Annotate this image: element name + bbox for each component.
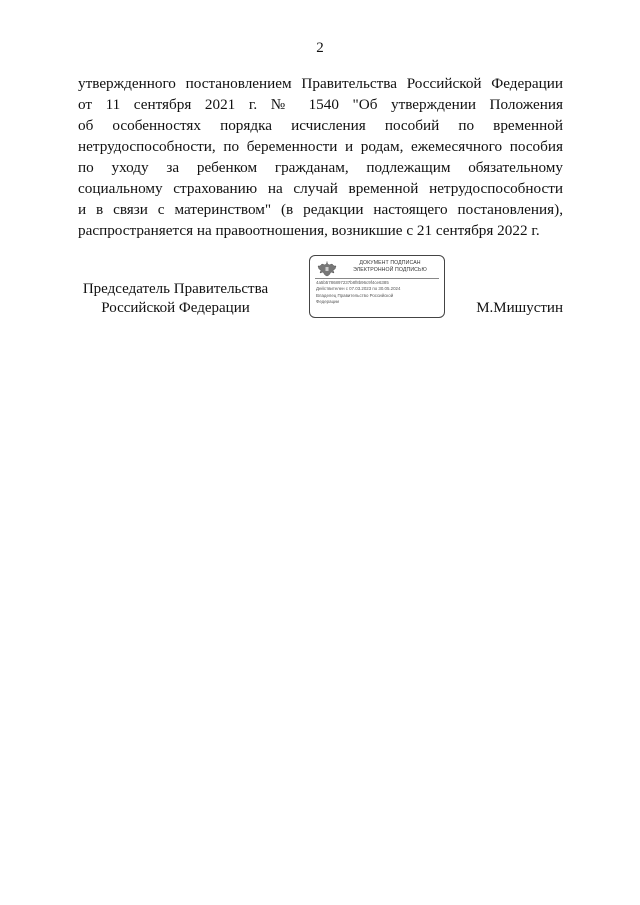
body-line: распространяется на правоотношения, возникшие с 21 сентября 2022 г.: [78, 222, 540, 239]
body-line: социальному страхованию на случай временной нетрудоспособности: [78, 180, 563, 197]
stamp-details: [316, 280, 442, 305]
stamp-heading: [336, 260, 444, 274]
stamp-heading-line: ЭЛЕКТРОННОЙ ПОДПИСЬЮ: [353, 267, 427, 273]
signer-title-line: Председатель Правительства: [82, 281, 269, 297]
signer-name: М.Мишустин: [476, 300, 563, 316]
stamp-heading-line: ДОКУМЕНТ ПОДПИСАН: [359, 260, 421, 266]
body-line: нетрудоспособности, по беременности и родам, ежемесячного пособия: [78, 138, 563, 155]
stamp-owner: Федерации: [316, 298, 339, 304]
body-line: от 11 сентября 2021 г. № 1540 "Об утверждении Положения: [78, 96, 563, 113]
stamp-owner: Владелец Правительство Российской: [316, 292, 394, 298]
body-line: и в связи с материнством" (в редакции настоящего постановления),: [78, 201, 563, 218]
signer-title-line: Российской Федерации: [101, 300, 250, 316]
stamp-divider: [315, 278, 439, 279]
stamp-validity: Действителен с 07.03.2023 по 30.05.2024: [316, 286, 401, 292]
signer-title: [78, 280, 273, 318]
body-line: утвержденного постановлением Правительства Российской Федерации: [78, 75, 563, 92]
body-paragraph: [78, 73, 563, 241]
state-emblem-icon: [316, 261, 338, 278]
stamp-certificate: 4a5b5786897237b8f8b96c9f4ce6385: [316, 280, 389, 285]
body-line: об особенностях порядка исчисления пособий по временной: [78, 117, 563, 134]
body-line: по уходу за ребенком гражданам, подлежащим обязательному: [78, 159, 563, 176]
electronic-signature-stamp: [309, 255, 445, 318]
page-number: 2: [316, 40, 324, 56]
